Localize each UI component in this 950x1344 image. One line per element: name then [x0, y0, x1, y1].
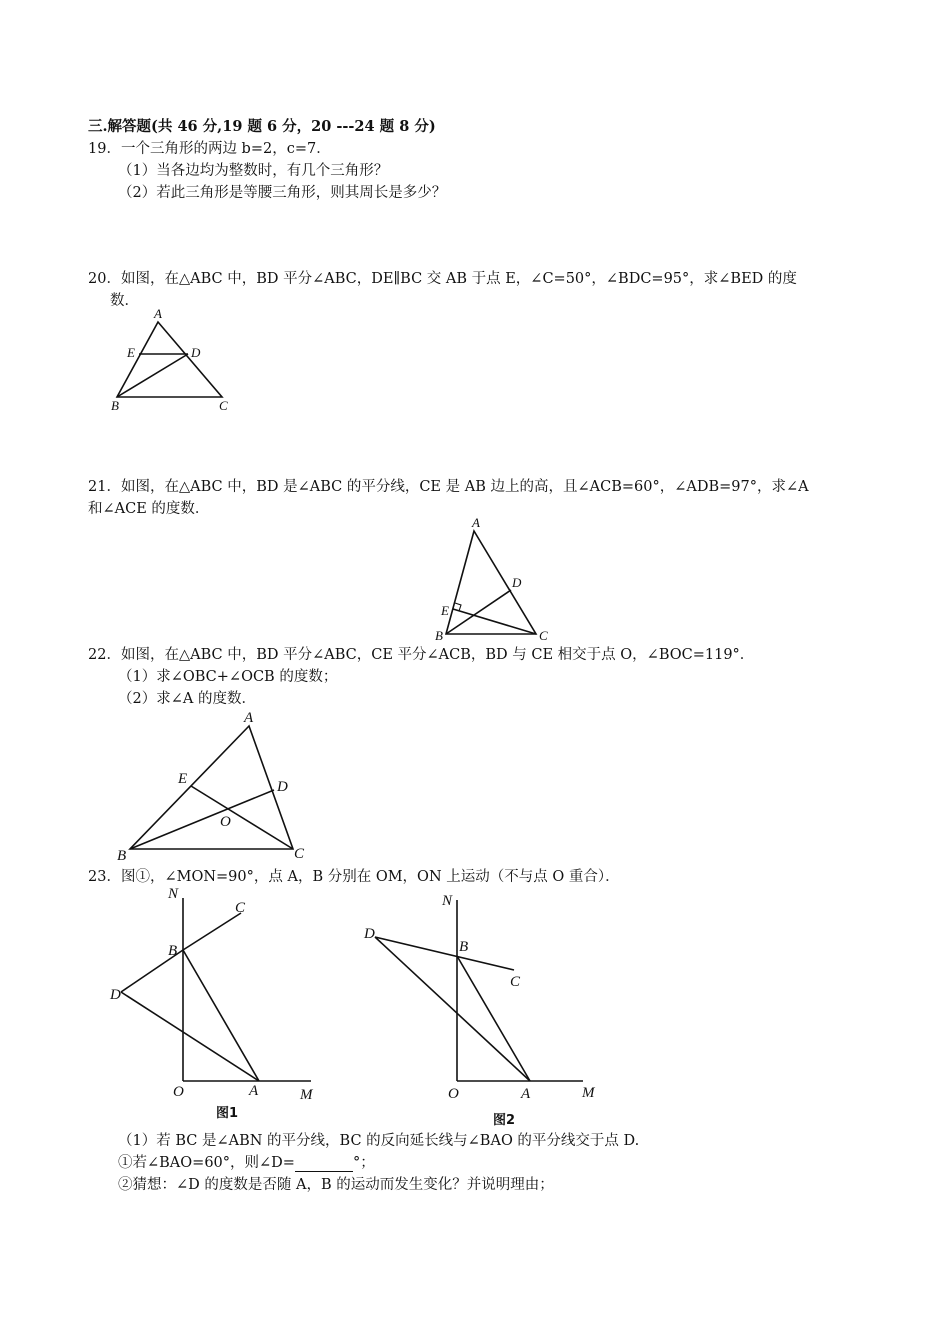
q21-label-e: E: [441, 603, 449, 618]
q22-label-d: D: [277, 779, 288, 795]
q23-part1a: [118, 1154, 375, 1172]
fig1-label-c: C: [235, 900, 246, 916]
fig1-label-d: D: [110, 987, 121, 1003]
q23-part1b: ②猜想：∠D 的度数是否随 A，B 的运动而发生变化？并说明理由；: [118, 1177, 554, 1193]
fig1-label-n: N: [168, 886, 179, 902]
q21-label-b: B: [435, 628, 443, 643]
q20-label-b: B: [111, 398, 119, 413]
q19-part1: （1）当各边均为整数时，有几个三角形？: [118, 163, 389, 179]
fig2-label-o: O: [448, 1086, 459, 1102]
answer-blank[interactable]: [295, 1157, 353, 1172]
q22-label-o: O: [220, 814, 231, 830]
q20-label-a: A: [154, 306, 162, 321]
q20-line2: 数．: [110, 293, 139, 309]
q21-label-c: C: [539, 628, 548, 643]
fig2-label-d: D: [364, 926, 375, 942]
q19-part2: （2）若此三角形是等腰三角形，则其周长是多少？: [118, 185, 447, 201]
fig2-label-m: M: [582, 1085, 595, 1101]
q21-label-a: A: [472, 515, 480, 530]
fig1-label-m: M: [300, 1087, 313, 1103]
q22-part1: （1）求∠OBC+∠OCB 的度数；: [118, 669, 338, 685]
q21-line2: 和∠ACE 的度数．: [88, 501, 210, 517]
q20-label-c: C: [219, 398, 228, 413]
fig1-label-o: O: [173, 1084, 184, 1100]
fig1-caption: 图1: [216, 1106, 239, 1121]
fig2-label-b: B: [459, 939, 469, 955]
q22-label-a: A: [244, 710, 254, 726]
fig2-label-n: N: [442, 893, 453, 909]
q20-label-e: E: [127, 345, 135, 360]
q20-line1: 20．如图，在△ABC 中，BD 平分∠ABC，DE∥BC 交 AB 于点 E，∠C=50°，∠BDC=95°，求∠BED 的度: [88, 271, 797, 287]
q22-part2: （2）求∠A 的度数．: [118, 691, 256, 707]
q23-part1a-suffix: °；: [352, 1155, 375, 1171]
q22-label-c: C: [294, 846, 305, 862]
q19-stem: 19．一个三角形的两边 b=2，c=7．: [88, 141, 331, 157]
fig2-label-c: C: [510, 974, 521, 990]
fig1-label-a: A: [249, 1083, 259, 1099]
fig1-label-b: B: [168, 943, 178, 959]
q23-part1a-prefix: ①若∠BAO=60°，则∠D=: [118, 1155, 295, 1171]
fig2-segment-dc: [375, 937, 514, 970]
fig2-caption: 图2: [493, 1113, 516, 1128]
q21-line1: 21．如图，在△ABC 中，BD 是∠ABC 的平分线，CE 是 AB 边上的高，且∠ACB=60°，∠ADB=97°，求∠A: [88, 479, 809, 495]
q22-label-e: E: [178, 771, 188, 787]
q20-label-d: D: [191, 345, 201, 360]
q23-part1: （1）若 BC 是∠ABN 的平分线，BC 的反向延长线与∠BAO 的平分线交于点 D.: [118, 1133, 640, 1149]
q21-label-d: D: [512, 575, 522, 590]
q22-label-b: B: [117, 848, 127, 864]
fig2-label-a: A: [521, 1086, 531, 1102]
fig2-segment-da: [375, 937, 530, 1081]
q23-stem: 23．图①，∠MON=90°，点 A，B 分别在 OM，ON 上运动（不与点 O 重合）．: [88, 869, 620, 885]
section-title: 三.解答题(共 46 分,19 题 6 分，20 ---24 题 8 分): [88, 118, 436, 135]
q22-stem: 22．如图，在△ABC 中，BD 平分∠ABC，CE 平分∠ACB，BD 与 CE 相交于点 O，∠BOC=119°．: [88, 647, 755, 663]
